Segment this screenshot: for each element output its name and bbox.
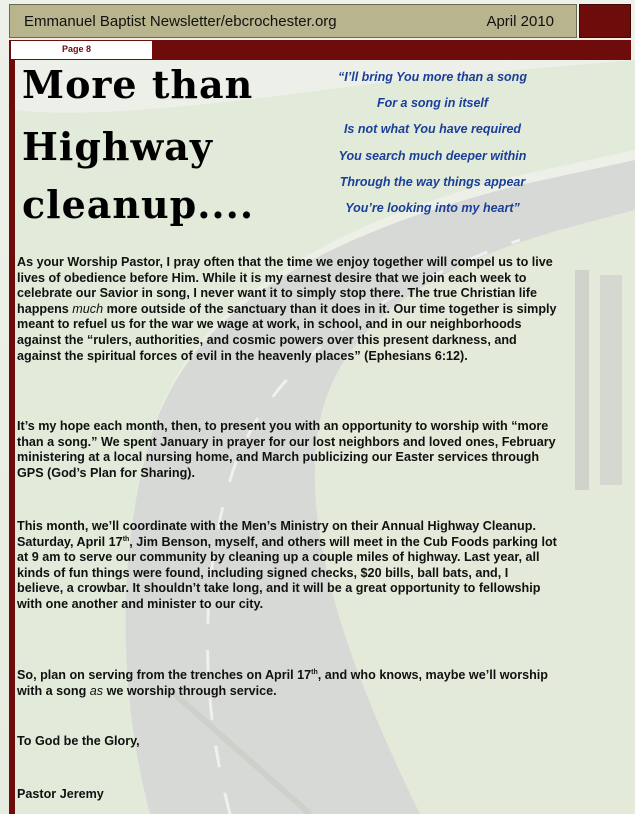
closing-line: To God be the Glory,: [17, 734, 140, 748]
emphasis-as: as: [89, 683, 104, 698]
song-quote-line-5: Through the way things appear: [339, 175, 526, 189]
newsletter-title: Emmanuel Baptist Newsletter/ebcrochester.org: [24, 13, 337, 30]
article-heading-line-2: Highway: [22, 124, 213, 169]
newsletter-header: [9, 4, 577, 38]
paragraph-3: This month, we’ll coordinate with the Men’s Ministry on their Annual Highway Cleanup. Saturday, April 17th, Jim Benson, myself, and others will meet in the Cub Foods parking lot at 9 am to serve our community by cleaning up a couple miles of highway. Last year, all kinds of fun things were found, including signed checks, $20 bills, ball bats, and, I believe, a crowbar. It shouldn’t take long, and it will be a great opportunity to fellowship with one another and minister to our city.: [17, 519, 557, 611]
paragraph-2: It’s my hope each month, then, to present you with an opportunity to worship with “more than a song.” We spent January in prayer for our lost neighbors and loved ones, February ministering at a local nursing home, and March publicizing our Easter services through GPS (God’s Plan for Sharing).: [17, 419, 556, 480]
emphasis-outside: outside: [140, 301, 186, 316]
song-quote-line-4: You search much deeper within: [338, 149, 527, 163]
paragraph-4: So, plan on serving from the trenches on April 17th, and who knows, maybe we’ll worship with a song as we worship through service.: [17, 668, 548, 698]
song-quote-line-6: You’re looking into my heart”: [345, 201, 520, 215]
issue-date: April 2010: [486, 13, 554, 30]
song-quote-line-1: “I’ll bring You more than a song: [338, 70, 527, 84]
left-margin-bar: [9, 60, 15, 814]
song-quote-line-3: Is not what You have required: [343, 122, 522, 136]
signature: Pastor Jeremy: [17, 787, 104, 801]
header-accent-block: [579, 4, 631, 38]
article-heading-line-1: More than: [22, 62, 254, 107]
paragraph-1: As your Worship Pastor, I pray often that the time we enjoy together will compel us to live lives of obedience before Him. While it is my earnest desire that we join each week to celebrate our Savior in song, I never want it to simply stop there. The true Christian life happens much more outside of the sanctuary than it does in it. Our time together is simply meant to refuel us for the war we wage at work, in school, and in our neighborhoods against the “rulers, authorities, and cosmic powers over this present darkness, and against the spiritual forces of evil in the heavenly places” (Ephesians 6:12).: [17, 255, 557, 363]
page-number: Page 8: [62, 44, 92, 54]
article-heading-line-3: cleanup....: [22, 182, 255, 227]
song-quote-line-2: For a song in itself: [376, 96, 489, 110]
emphasis-much: much: [72, 301, 104, 316]
